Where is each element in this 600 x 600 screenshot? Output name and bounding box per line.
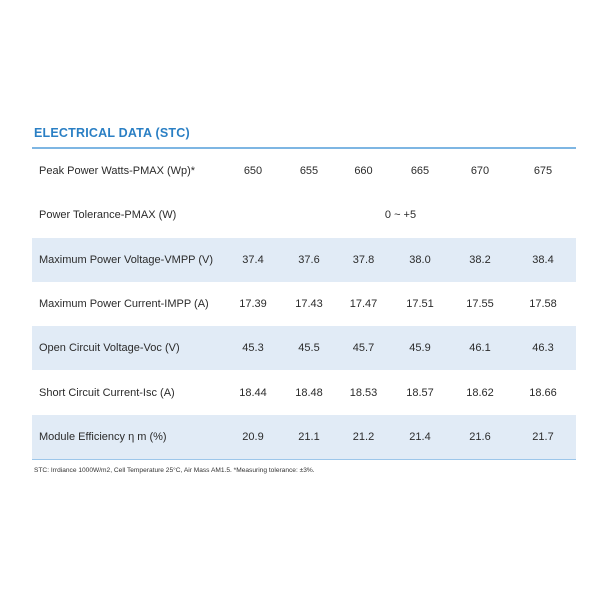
row-label: Open Circuit Voltage-Voc (V) [32, 326, 225, 370]
cell-value: 21.4 [390, 415, 450, 459]
cell-value: 18.44 [239, 386, 267, 399]
cell-value: 46.3 [510, 326, 576, 370]
row-label: Power Tolerance-PMAX (W) [39, 209, 177, 222]
cell-value: 37.6 [281, 238, 337, 282]
bottom-rule [32, 459, 576, 460]
cell-value: 17.55 [466, 298, 494, 311]
cell-value: 45.3 [225, 326, 281, 370]
cell-value: 18.57 [406, 386, 434, 399]
footnote: STC: Irrdiance 1000W/m2, Cell Temperature 25°C, Air Mass AM1.5. *Measuring tolerance: ±3%. [34, 467, 315, 475]
cell-value: 675 [533, 165, 553, 178]
cell-value: 17.51 [406, 298, 434, 311]
table-row [32, 282, 576, 326]
row-span-value: 0 ~ +5 [384, 209, 417, 222]
row-label: Maximum Power Voltage-VMPP (V) [32, 238, 225, 282]
row-label: Maximum Power Current-IMPP (A) [39, 298, 209, 311]
table-row [32, 415, 576, 459]
cell-value: 18.48 [295, 386, 323, 399]
cell-value: 21.7 [510, 415, 576, 459]
cell-value: 21.2 [337, 415, 390, 459]
cell-value: 37.4 [225, 238, 281, 282]
cell-value: 21.6 [450, 415, 510, 459]
cell-value: 45.7 [337, 326, 390, 370]
cell-value: 18.53 [349, 386, 378, 399]
table-row [32, 193, 576, 237]
row-label: Short Circuit Current-Isc (A) [39, 386, 175, 399]
cell-value: 45.5 [281, 326, 337, 370]
row-label: Module Efficiency η m (%) [32, 415, 225, 459]
cell-value: 17.58 [529, 298, 557, 311]
cell-value: 18.62 [466, 386, 494, 399]
cell-value: 38.0 [390, 238, 450, 282]
cell-value: 38.4 [510, 238, 576, 282]
electrical-data-section [32, 126, 576, 474]
cell-value: 660 [354, 165, 373, 178]
table-row [32, 326, 576, 370]
cell-value: 38.2 [450, 238, 510, 282]
cell-value: 655 [299, 165, 319, 178]
cell-value: 17.47 [349, 298, 378, 311]
cell-value: 665 [410, 165, 430, 178]
cell-value: 37.8 [337, 238, 390, 282]
row-label: Peak Power Watts-PMAX (Wp)* [39, 165, 196, 178]
section-title: ELECTRICAL DATA (STC) [34, 126, 190, 140]
cell-value: 20.9 [225, 415, 281, 459]
table-row [32, 370, 576, 414]
cell-value: 670 [470, 165, 490, 178]
cell-value: 17.43 [295, 298, 323, 311]
cell-value: 650 [243, 165, 263, 178]
cell-value: 18.66 [529, 386, 557, 399]
cell-value: 45.9 [390, 326, 450, 370]
table-row [32, 238, 576, 282]
table-row [32, 149, 576, 193]
cell-value: 21.1 [281, 415, 337, 459]
cell-value: 17.39 [239, 298, 267, 311]
electrical-data-table [32, 149, 576, 459]
cell-value: 46.1 [450, 326, 510, 370]
